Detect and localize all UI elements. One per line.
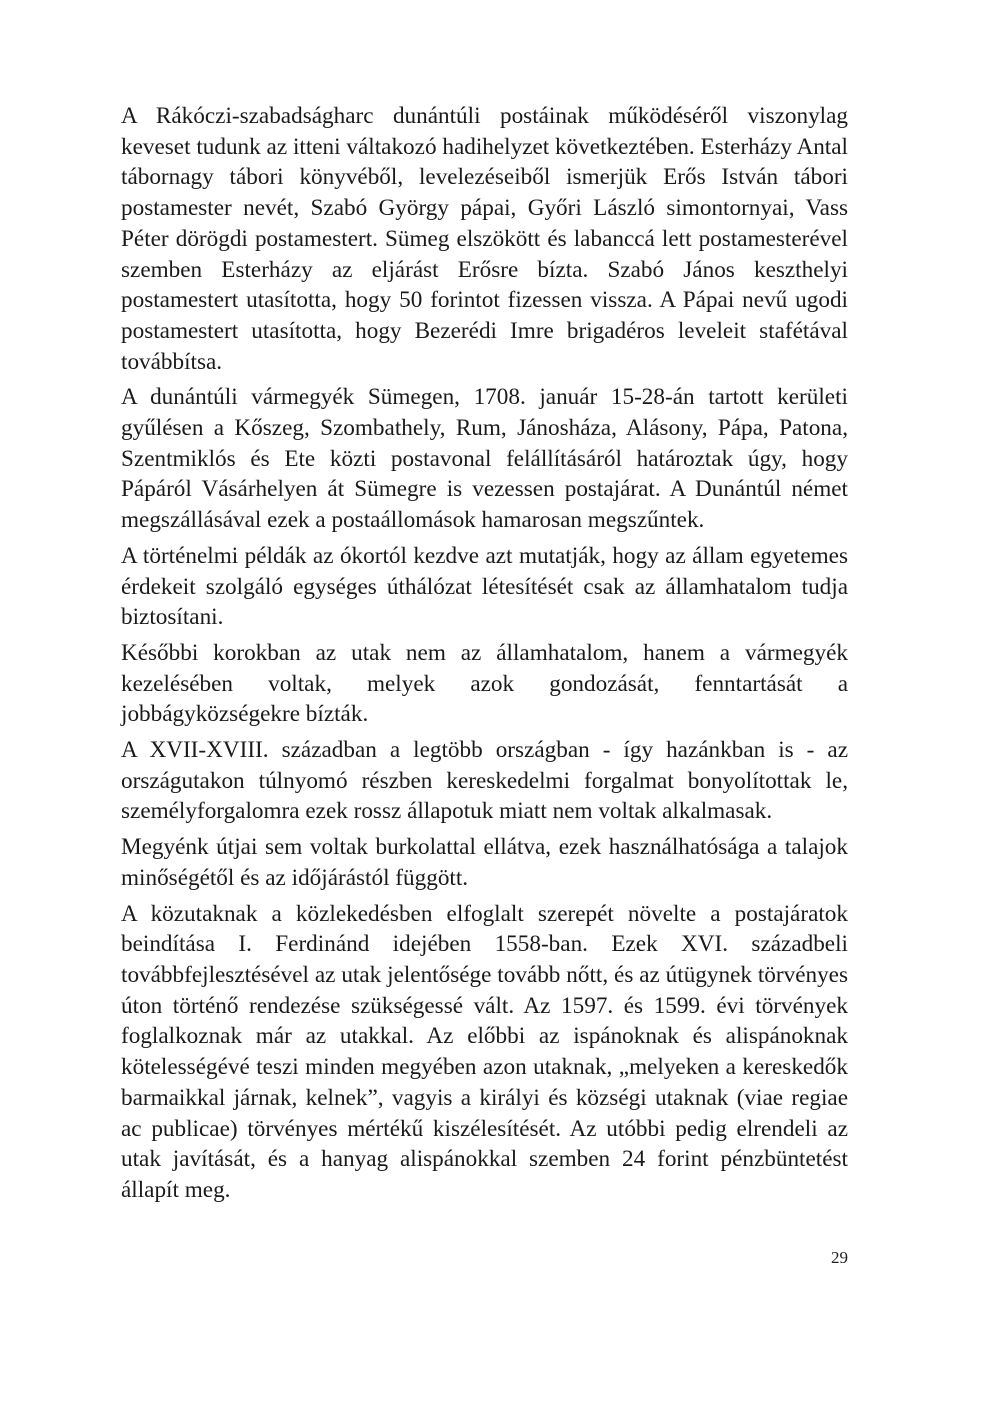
paragraph-rakoczi-postal: A Rákóczi-szabadságharc dunántúli postáinak működéséről viszonylag keveset tudunk az itteni váltakozó hadihelyzet következtében. Esterházy Antal tábornagy tábori könyvéből, levelezéseiből ismerjük Erős István tábori postamester nevét, Szabó György pápai, Győri László simontornyai, Vass Péter dörögdi postamestert. Sümeg elszökött és labanccá lett postamesterével szemben Esterházy az eljárást Erősre bízta. Szabó János keszthelyi postamestert utasította, hogy 50 forintot fizessen vissza. A Pápai nevű ugodi postamestert utasította, hogy Bezerédi Imre brigadéros leveleit stafétával továbbítsa. [121, 103, 848, 375]
paragraph-public-roads-laws: A közutaknak a közlekedésben elfoglalt szerepét növelte a postajáratok beindítása I. Ferdinánd idejében 1558-ban. Ezek XVI. századbeli továbbfejlesztésével az utak jelentősége tovább nőtt, és az útügynek törvényes úton történő rendezése szükségessé vált. Az 1597. és 1599. évi törvények foglalkoznak már az utakkal. Az előbbi az ispánoknak és alispánoknak kötelességévé teszi minden megyében azon utaknak, „melyeken a kereskedők barmaikkal járnak, kelnek”, vagyis a királyi és községi utaknak (viae regiae ac publicae) törvényes mértékű kiszélesítését. Az utóbbi pedig elrendeli az utak javítását, és a hanyag alispánokkal szemben 24 forint pénzbüntetést állapít meg. [121, 900, 848, 1203]
body-text [121, 101, 848, 1211]
paragraph-later-eras: Későbbi korokban az utak nem az államhatalom, hanem a vármegyék kezelésében voltak, melyek azok gondozását, fenntartását a jobbágyközségekre bízták. [121, 639, 848, 728]
paragraph-17-18-century: A XVII-XVIII. században a legtöbb országban - így hazánkban is - az országutakon túlnyomó részben kereskedelmi forgalmat bonyolítottak le, személyforgalomra ezek rossz állapotuk miatt nem voltak alkalmasak. [121, 737, 848, 825]
paragraph-sumeg-assembly: A dunántúli vármegyék Sümegen, 1708. január 15-28-án tartott kerületi gyűlésen a Kőszeg, Szombathely, Rum, Jánosháza, Alásony, Pápa, Patona, Szentmiklós és Ete közti postavonal felállításáról határoztak úgy, hogy Pápáról Vásárhelyen át Sümegre is vezessen postajárat. A Dunántúl német megszállásával ezek a postaállomások hamarosan megszűntek. [121, 384, 848, 534]
paragraph-historical-examples: A történelmi példák az ókortól kezdve azt mutatják, hogy az állam egyetemes érdekeit szolgáló egységes úthálózat létesítését csak az államhatalom tudja biztosítani. [121, 542, 848, 631]
page-number: 29 [831, 1248, 848, 1267]
paragraph-county-roads: Megyénk útjai sem voltak burkolattal ellátva, ezek használhatósága a talajok minőségétől és az időjárástól függött. [121, 834, 848, 891]
